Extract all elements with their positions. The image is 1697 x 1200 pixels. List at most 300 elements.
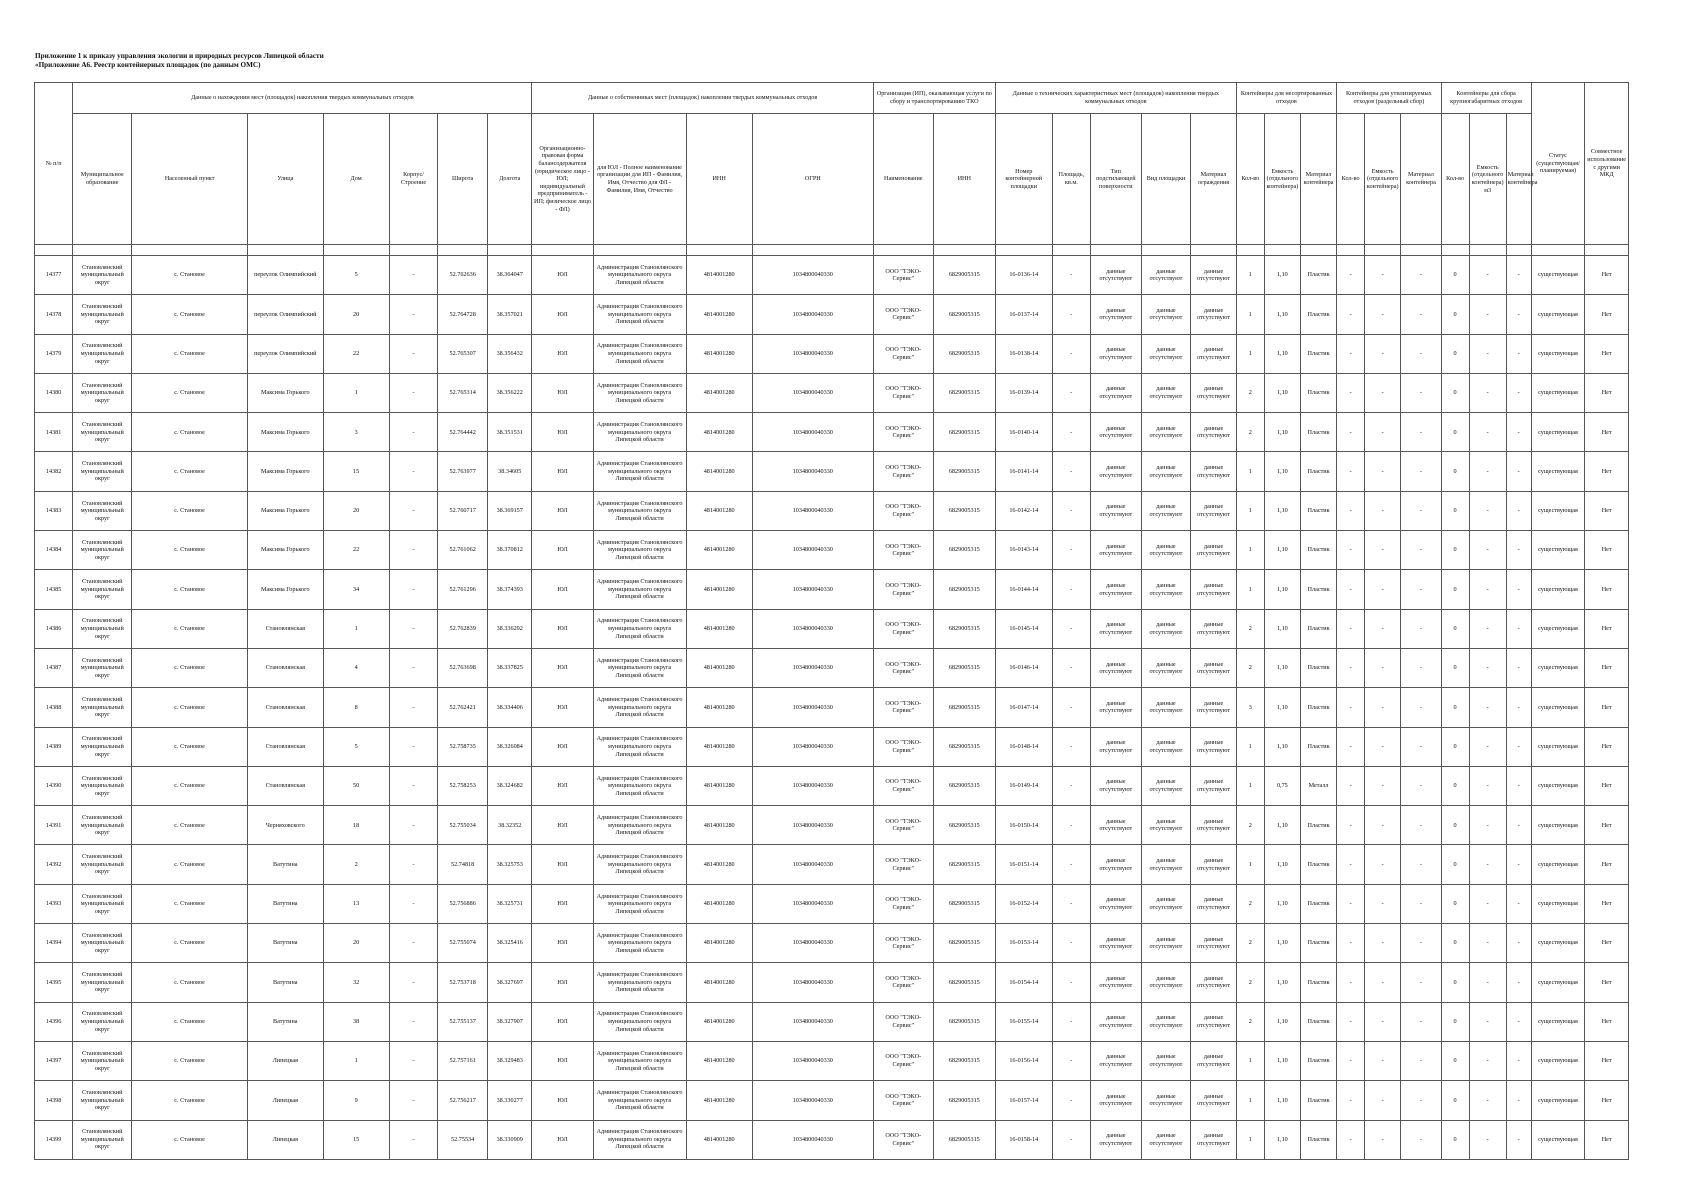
cell-site-number: 16-0139-14 [995, 373, 1052, 412]
cell-bulky-material: - [1506, 452, 1531, 491]
table-row [35, 413, 1629, 452]
cell-bulky-material: - [1506, 491, 1531, 530]
cell-bulky-count: 0 [1441, 452, 1469, 491]
cell-building: - [389, 531, 438, 570]
cell-longitude: 38.364047 [487, 256, 532, 295]
cell-status: существующая [1531, 766, 1585, 805]
cell-recycle-volume: - [1365, 688, 1401, 727]
cell-row-number: 14389 [35, 727, 73, 766]
cell-latitude: 52.75534 [438, 1120, 488, 1159]
cell-site-type: данные отсутствуют [1141, 963, 1191, 1002]
cell-row-number: 14386 [35, 609, 73, 648]
table-row [35, 373, 1629, 412]
cell-surface-type: данные отсутствуют [1090, 452, 1141, 491]
col-building-header: Корпус/Строение [389, 114, 438, 245]
cell-building: - [389, 295, 438, 334]
cell-house: 20 [323, 924, 389, 963]
cell-fence-material: данные отсутствуют [1191, 570, 1237, 609]
cell-building: - [389, 806, 438, 845]
cell-surface-type: данные отсутствуют [1090, 884, 1141, 923]
cell-building: - [389, 924, 438, 963]
cell-settlement: с. Становое [132, 845, 248, 884]
table-row [35, 570, 1629, 609]
cell-bulky-material: - [1506, 531, 1531, 570]
cell-street: переулок Олимпийский [248, 334, 323, 373]
cell-house: 1 [323, 1041, 389, 1080]
cell-status: существующая [1531, 924, 1585, 963]
cell-municipality: Становлянский муниципальный округ [73, 334, 132, 373]
cell-bulky-volume: - [1469, 648, 1506, 687]
cell-operator-name: ООО "ТЭКО-Сервис" [873, 1081, 933, 1120]
cell-status: существующая [1531, 531, 1585, 570]
cell-recycle-material: - [1401, 766, 1441, 805]
cell-unsorted-count: 2 [1236, 963, 1264, 1002]
cell-site-type: данные отсутствуют [1141, 609, 1191, 648]
cell-recycle-count: - [1337, 491, 1365, 530]
cell-unsorted-count: 1 [1236, 766, 1264, 805]
cell-unsorted-material: Пластик [1300, 413, 1336, 452]
cell-site-number: 16-0147-14 [995, 688, 1052, 727]
cell-settlement: с. Становое [132, 256, 248, 295]
cell-house: 32 [323, 963, 389, 1002]
cell-status: существующая [1531, 806, 1585, 845]
cell-unsorted-count: 1 [1236, 531, 1264, 570]
cell-building: - [389, 1081, 438, 1120]
cell-house: 15 [323, 452, 389, 491]
cell-owner-ogrn: 1034800040330 [752, 491, 873, 530]
cell-fence-material: данные отсутствуют [1191, 373, 1237, 412]
cell-status: существующая [1531, 256, 1585, 295]
cell-site-type: данные отсутствуют [1141, 1041, 1191, 1080]
cell-latitude: 52.756217 [438, 1081, 488, 1120]
cell-fence-material: данные отсутствуют [1191, 609, 1237, 648]
table-row [35, 845, 1629, 884]
cell-status: существующая [1531, 845, 1585, 884]
cell-status: существующая [1531, 570, 1585, 609]
cell-site-number: 16-0143-14 [995, 531, 1052, 570]
cell-settlement: с. Становое [132, 806, 248, 845]
cell-bulky-material: - [1506, 373, 1531, 412]
cell-site-number: 16-0158-14 [995, 1120, 1052, 1159]
cell-recycle-volume: - [1365, 1041, 1401, 1080]
cell-bulky-count: 0 [1441, 884, 1469, 923]
cell-fence-material: данные отсутствуют [1191, 688, 1237, 727]
cell-building: - [389, 1041, 438, 1080]
cell-latitude: 52.762636 [438, 256, 488, 295]
cell-surface-type: данные отсутствуют [1090, 295, 1141, 334]
cell-shared-use: Нет [1585, 845, 1629, 884]
cell-shared-use: Нет [1585, 531, 1629, 570]
cell-settlement: с. Становое [132, 570, 248, 609]
cell-longitude: 38.34605 [487, 452, 532, 491]
cell-latitude: 52.758735 [438, 727, 488, 766]
cell-owner-inn: 4814001280 [686, 1041, 752, 1080]
cell-street: Максима Горького [248, 570, 323, 609]
cell-bulky-volume: - [1469, 609, 1506, 648]
cell-recycle-material: - [1401, 727, 1441, 766]
cell-operator-inn: 6829005315 [933, 413, 995, 452]
cell-legal-form: ЮЛ [532, 1041, 593, 1080]
cell-street: Максима Горького [248, 373, 323, 412]
cell-building: - [389, 963, 438, 1002]
cell-shared-use: Нет [1585, 609, 1629, 648]
table-row [35, 727, 1629, 766]
cell-status: существующая [1531, 1120, 1585, 1159]
cell-owner-name: Администрация Становлянского муниципального округа Липецкой области [593, 491, 686, 530]
cell-bulky-volume: - [1469, 766, 1506, 805]
cell-area: - [1052, 334, 1090, 373]
cell-area: - [1052, 806, 1090, 845]
cell-longitude: 38.325753 [487, 845, 532, 884]
col-surface-header: Тип подстилающей поверхности [1090, 114, 1141, 245]
cell-area: - [1052, 1120, 1090, 1159]
cell-house: 3 [323, 413, 389, 452]
cell-owner-inn: 4814001280 [686, 924, 752, 963]
cell-owner-ogrn: 1034800040330 [752, 963, 873, 1002]
cell-shared-use: Нет [1585, 884, 1629, 923]
table-row [35, 963, 1629, 1002]
heading-line-2: «Приложение А6. Реестр контейнерных площадок (по данным ОМС) [35, 61, 261, 69]
cell-unsorted-material: Пластик [1300, 334, 1336, 373]
cell-owner-inn: 4814001280 [686, 256, 752, 295]
cell-recycle-count: - [1337, 570, 1365, 609]
cell-unsorted-volume: 1,10 [1264, 1120, 1300, 1159]
cell-site-type: данные отсутствуют [1141, 256, 1191, 295]
cell-shared-use: Нет [1585, 806, 1629, 845]
group-owner-header: Данные о собственниках мест (площадок) накопления твердых коммунальных отходов [532, 83, 873, 114]
cell-shared-use: Нет [1585, 766, 1629, 805]
table-row [35, 1120, 1629, 1159]
cell-owner-ogrn: 1034800040330 [752, 845, 873, 884]
cell-unsorted-volume: 1,10 [1264, 884, 1300, 923]
cell-longitude: 38.325731 [487, 884, 532, 923]
cell-unsorted-material: Пластик [1300, 256, 1336, 295]
cell-row-number: 14399 [35, 1120, 73, 1159]
cell-owner-name: Администрация Становлянского муниципального округа Липецкой области [593, 924, 686, 963]
cell-row-number: 14387 [35, 648, 73, 687]
cell-street: Максима Горького [248, 491, 323, 530]
cell-owner-name: Администрация Становлянского муниципального округа Липецкой области [593, 727, 686, 766]
cell-building: - [389, 766, 438, 805]
cell-recycle-material: - [1401, 1081, 1441, 1120]
cell-house: 15 [323, 1120, 389, 1159]
cell-owner-inn: 4814001280 [686, 452, 752, 491]
cell-site-number: 16-0157-14 [995, 1081, 1052, 1120]
cell-owner-name: Администрация Становлянского муниципального округа Липецкой области [593, 1041, 686, 1080]
cell-unsorted-count: 2 [1236, 413, 1264, 452]
cell-unsorted-material: Металл [1300, 766, 1336, 805]
cell-legal-form: ЮЛ [532, 570, 593, 609]
cell-surface-type: данные отсутствуют [1090, 924, 1141, 963]
cell-longitude: 38.356432 [487, 334, 532, 373]
table-row [35, 295, 1629, 334]
cell-shared-use: Нет [1585, 452, 1629, 491]
cell-site-type: данные отсутствуют [1141, 766, 1191, 805]
cell-recycle-count: - [1337, 766, 1365, 805]
cell-site-type: данные отсутствуют [1141, 845, 1191, 884]
cell-recycle-material: - [1401, 924, 1441, 963]
cell-operator-inn: 6829005315 [933, 727, 995, 766]
cell-site-type: данные отсутствуют [1141, 452, 1191, 491]
cell-recycle-count: - [1337, 688, 1365, 727]
cell-municipality: Становлянский муниципальный округ [73, 648, 132, 687]
cell-owner-inn: 4814001280 [686, 1002, 752, 1041]
cell-municipality: Становлянский муниципальный округ [73, 845, 132, 884]
cell-recycle-count: - [1337, 256, 1365, 295]
cell-bulky-count: 0 [1441, 688, 1469, 727]
cell-building: - [389, 1120, 438, 1159]
cell-row-number: 14377 [35, 256, 73, 295]
cell-latitude: 52.761062 [438, 531, 488, 570]
cell-status: существующая [1531, 884, 1585, 923]
cell-row-number: 14380 [35, 373, 73, 412]
cell-site-number: 16-0136-14 [995, 256, 1052, 295]
cell-longitude: 38.374393 [487, 570, 532, 609]
cell-building: - [389, 491, 438, 530]
cell-municipality: Становлянский муниципальный округ [73, 1081, 132, 1120]
cell-municipality: Становлянский муниципальный округ [73, 373, 132, 412]
cell-area: - [1052, 452, 1090, 491]
cell-site-number: 16-0150-14 [995, 806, 1052, 845]
cell-unsorted-material: Пластик [1300, 648, 1336, 687]
cell-surface-type: данные отсутствуют [1090, 609, 1141, 648]
cell-unsorted-count: 1 [1236, 491, 1264, 530]
cell-site-type: данные отсутствуют [1141, 806, 1191, 845]
cell-building: - [389, 334, 438, 373]
cell-unsorted-volume: 1,10 [1264, 334, 1300, 373]
cell-row-number: 14383 [35, 491, 73, 530]
cell-street: Ватутина [248, 845, 323, 884]
cell-recycle-volume: - [1365, 452, 1401, 491]
col-shared-header: Совместное использование с другими МКД [1585, 83, 1629, 245]
cell-bulky-count: 0 [1441, 531, 1469, 570]
cell-latitude: 52.755074 [438, 924, 488, 963]
cell-surface-type: данные отсутствуют [1090, 688, 1141, 727]
cell-status: существующая [1531, 452, 1585, 491]
cell-status: существующая [1531, 609, 1585, 648]
cell-house: 9 [323, 1081, 389, 1120]
cell-bulky-material: - [1506, 295, 1531, 334]
cell-status: существующая [1531, 1081, 1585, 1120]
cell-bulky-material: - [1506, 334, 1531, 373]
cell-unsorted-count: 1 [1236, 334, 1264, 373]
cell-shared-use: Нет [1585, 924, 1629, 963]
cell-unsorted-material: Пластик [1300, 373, 1336, 412]
col-bulky-volume-header: Емкость (отдельного контейнера) м3 [1469, 114, 1506, 245]
cell-building: - [389, 845, 438, 884]
cell-bulky-count: 0 [1441, 256, 1469, 295]
cell-operator-inn: 6829005315 [933, 1002, 995, 1041]
cell-owner-ogrn: 1034800040330 [752, 806, 873, 845]
cell-bulky-count: 0 [1441, 648, 1469, 687]
cell-operator-name: ООО "ТЭКО-Сервис" [873, 570, 933, 609]
cell-recycle-count: - [1337, 727, 1365, 766]
cell-bulky-material: - [1506, 413, 1531, 452]
cell-legal-form: ЮЛ [532, 845, 593, 884]
cell-building: - [389, 884, 438, 923]
col-lon-header: Долгота [487, 114, 532, 245]
cell-operator-inn: 6829005315 [933, 373, 995, 412]
cell-legal-form: ЮЛ [532, 609, 593, 648]
cell-area: - [1052, 1002, 1090, 1041]
cell-unsorted-count: 1 [1236, 452, 1264, 491]
cell-area: - [1052, 413, 1090, 452]
cell-unsorted-volume: 1,10 [1264, 1081, 1300, 1120]
cell-street: переулок Олимпийский [248, 295, 323, 334]
cell-unsorted-count: 1 [1236, 1041, 1264, 1080]
cell-operator-inn: 6829005315 [933, 531, 995, 570]
cell-unsorted-count: 2 [1236, 609, 1264, 648]
cell-shared-use: Нет [1585, 727, 1629, 766]
cell-owner-name: Администрация Становлянского муниципального округа Липецкой области [593, 688, 686, 727]
cell-owner-ogrn: 1034800040330 [752, 373, 873, 412]
cell-settlement: с. Становое [132, 884, 248, 923]
cell-recycle-volume: - [1365, 373, 1401, 412]
cell-fence-material: данные отсутствуют [1191, 1002, 1237, 1041]
cell-street: Становлянская [248, 688, 323, 727]
cell-settlement: с. Становое [132, 295, 248, 334]
cell-shared-use: Нет [1585, 295, 1629, 334]
cell-legal-form: ЮЛ [532, 727, 593, 766]
cell-latitude: 52.761296 [438, 570, 488, 609]
cell-owner-inn: 4814001280 [686, 570, 752, 609]
cell-owner-name: Администрация Становлянского муниципального округа Липецкой области [593, 256, 686, 295]
cell-bulky-volume: - [1469, 924, 1506, 963]
cell-recycle-material: - [1401, 452, 1441, 491]
cell-operator-name: ООО "ТЭКО-Сервис" [873, 1041, 933, 1080]
cell-operator-inn: 6829005315 [933, 845, 995, 884]
cell-municipality: Становлянский муниципальный округ [73, 491, 132, 530]
cell-legal-form: ЮЛ [532, 452, 593, 491]
col-owner-name-header: для ЮЛ - Полное наименование организации для ИП - Фамилия, Имя, Отчество для ФЛ - Фамилия, Имя, Отчество [593, 114, 686, 245]
cell-recycle-material: - [1401, 531, 1441, 570]
cell-legal-form: ЮЛ [532, 334, 593, 373]
cell-recycle-volume: - [1365, 531, 1401, 570]
cell-site-type: данные отсутствуют [1141, 413, 1191, 452]
cell-site-number: 16-0142-14 [995, 491, 1052, 530]
cell-longitude: 38.356222 [487, 373, 532, 412]
cell-fence-material: данные отсутствуют [1191, 963, 1237, 1002]
cell-site-type: данные отсутствуют [1141, 1081, 1191, 1120]
cell-area: - [1052, 845, 1090, 884]
group-tech-header: Данные о технических характеристиках мест (площадок) накопления твердых коммунальных отходов [995, 83, 1236, 114]
cell-unsorted-count: 2 [1236, 373, 1264, 412]
cell-site-type: данные отсутствуют [1141, 727, 1191, 766]
col-recycle-count-header: Кол-во [1337, 114, 1365, 245]
cell-municipality: Становлянский муниципальный округ [73, 963, 132, 1002]
cell-operator-inn: 6829005315 [933, 334, 995, 373]
cell-building: - [389, 727, 438, 766]
cell-recycle-volume: - [1365, 570, 1401, 609]
cell-row-number: 14382 [35, 452, 73, 491]
cell-house: 18 [323, 806, 389, 845]
cell-area: - [1052, 884, 1090, 923]
cell-operator-inn: 6829005315 [933, 570, 995, 609]
cell-owner-name: Администрация Становлянского муниципального округа Липецкой области [593, 1002, 686, 1041]
cell-owner-name: Администрация Становлянского муниципального округа Липецкой области [593, 295, 686, 334]
cell-owner-name: Администрация Становлянского муниципального округа Липецкой области [593, 609, 686, 648]
cell-owner-name: Администрация Становлянского муниципального округа Липецкой области [593, 1081, 686, 1120]
heading-line-1: Приложение 1 к приказу управления экологии и природных ресурсов Липецкой области [35, 52, 324, 60]
cell-municipality: Становлянский муниципальный округ [73, 688, 132, 727]
cell-owner-name: Администрация Становлянского муниципального округа Липецкой области [593, 334, 686, 373]
cell-site-number: 16-0140-14 [995, 413, 1052, 452]
cell-recycle-volume: - [1365, 766, 1401, 805]
cell-owner-ogrn: 1034800040330 [752, 295, 873, 334]
cell-recycle-volume: - [1365, 845, 1401, 884]
cell-bulky-volume: - [1469, 1081, 1506, 1120]
cell-surface-type: данные отсутствуют [1090, 648, 1141, 687]
cell-recycle-volume: - [1365, 295, 1401, 334]
col-street-header: Улица [248, 114, 323, 245]
cell-surface-type: данные отсутствуют [1090, 373, 1141, 412]
cell-bulky-volume: - [1469, 884, 1506, 923]
cell-latitude: 52.765314 [438, 373, 488, 412]
cell-status: существующая [1531, 1002, 1585, 1041]
group-operator-header: Организация (ИП), оказывающая услуги по сбору и транспортированию ТКО [873, 83, 995, 114]
col-bulky-material-header: Материал контейнера [1506, 114, 1531, 245]
cell-unsorted-material: Пластик [1300, 491, 1336, 530]
cell-bulky-count: 0 [1441, 1002, 1469, 1041]
cell-municipality: Становлянский муниципальный округ [73, 1002, 132, 1041]
cell-building: - [389, 452, 438, 491]
cell-surface-type: данные отсутствуют [1090, 570, 1141, 609]
cell-municipality: Становлянский муниципальный округ [73, 531, 132, 570]
cell-owner-ogrn: 1034800040330 [752, 334, 873, 373]
cell-surface-type: данные отсутствуют [1090, 1002, 1141, 1041]
cell-recycle-material: - [1401, 884, 1441, 923]
cell-operator-name: ООО "ТЭКО-Сервис" [873, 491, 933, 530]
cell-settlement: с. Становое [132, 1120, 248, 1159]
cell-recycle-count: - [1337, 924, 1365, 963]
cell-row-number: 14384 [35, 531, 73, 570]
col-recycle-material-header: Материал контейнера [1401, 114, 1441, 245]
cell-recycle-material: - [1401, 963, 1441, 1002]
cell-area: - [1052, 766, 1090, 805]
cell-bulky-material: - [1506, 924, 1531, 963]
cell-unsorted-material: Пластик [1300, 1081, 1336, 1120]
col-operator-inn-header: ИНН [933, 114, 995, 245]
table-row [35, 1081, 1629, 1120]
cell-owner-name: Администрация Становлянского муниципального округа Липецкой области [593, 845, 686, 884]
table-row [35, 334, 1629, 373]
cell-site-number: 16-0152-14 [995, 884, 1052, 923]
cell-recycle-material: - [1401, 1041, 1441, 1080]
cell-municipality: Становлянский муниципальный округ [73, 452, 132, 491]
cell-settlement: с. Становое [132, 1081, 248, 1120]
cell-house: 20 [323, 491, 389, 530]
cell-unsorted-count: 1 [1236, 1120, 1264, 1159]
cell-unsorted-material: Пластик [1300, 806, 1336, 845]
cell-owner-name: Администрация Становлянского муниципального округа Липецкой области [593, 452, 686, 491]
cell-bulky-material: - [1506, 1002, 1531, 1041]
cell-bulky-count: 0 [1441, 491, 1469, 530]
table-row [35, 452, 1629, 491]
cell-bulky-material: - [1506, 727, 1531, 766]
cell-operator-name: ООО "ТЭКО-Сервис" [873, 766, 933, 805]
cell-latitude: 52.763977 [438, 452, 488, 491]
cell-bulky-volume: - [1469, 452, 1506, 491]
cell-owner-inn: 4814001280 [686, 1120, 752, 1159]
cell-unsorted-material: Пластик [1300, 570, 1336, 609]
cell-recycle-count: - [1337, 1041, 1365, 1080]
cell-site-number: 16-0151-14 [995, 845, 1052, 884]
cell-operator-name: ООО "ТЭКО-Сервис" [873, 845, 933, 884]
cell-latitude: 52.755137 [438, 1002, 488, 1041]
cell-house: 2 [323, 845, 389, 884]
cell-area: - [1052, 688, 1090, 727]
cell-settlement: с. Становое [132, 727, 248, 766]
